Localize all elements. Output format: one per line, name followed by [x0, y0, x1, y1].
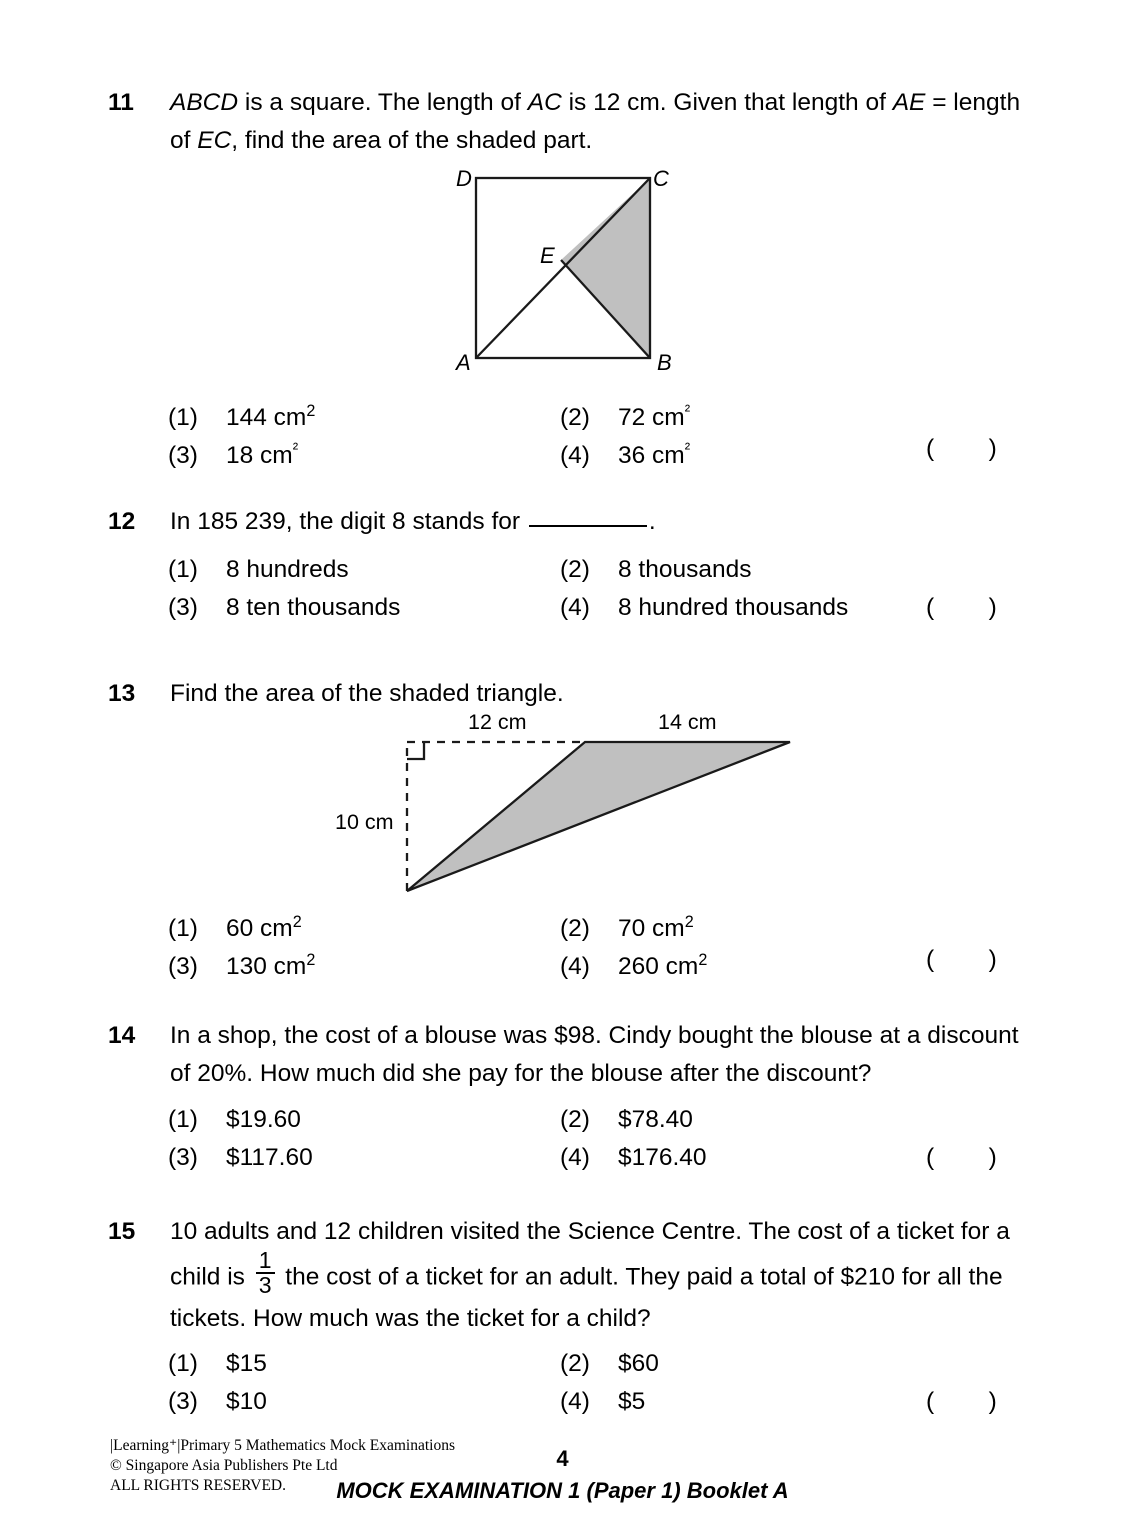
option-superscript: 2: [684, 913, 694, 931]
question-14: [108, 1017, 1028, 1093]
q12-text-prefix: In 185 239, the digit 8 stands for: [170, 508, 527, 535]
question-text-line: ABCD is a square. The length of AC is 12 cm. Given that length of AE = length: [170, 89, 1021, 116]
q12-options: [168, 551, 1038, 627]
q15-option-1[interactable]: [168, 1345, 267, 1383]
shaded-triangle: [407, 742, 790, 891]
square-diagram-svg: [440, 162, 710, 377]
dimension-label-14cm: 14 cm: [658, 710, 717, 734]
option-value: 8 hundreds: [226, 556, 349, 583]
option-tag: (1): [168, 1106, 198, 1133]
option-tag: (1): [168, 404, 198, 432]
option-value: 18 cm: [226, 442, 293, 470]
fill-blank: [529, 525, 647, 527]
vertex-label-d: D: [456, 166, 472, 191]
q14-option-2[interactable]: [560, 1101, 693, 1139]
option-value: $176.40: [618, 1144, 707, 1171]
option-value: 260 cm: [618, 953, 699, 981]
option-value: $60: [618, 1350, 659, 1377]
option-tag: (3): [168, 1144, 198, 1171]
question-text: [170, 675, 1028, 713]
option-tag: (3): [168, 1388, 198, 1415]
q13-option-4[interactable]: [560, 941, 707, 986]
q12-text-suffix: .: [648, 508, 656, 535]
q14-options: [168, 1101, 1038, 1177]
option-tag: (2): [560, 556, 590, 583]
option-tag: (4): [560, 442, 590, 470]
option-tag: (3): [168, 442, 198, 470]
option-tag: (3): [168, 594, 198, 621]
option-value: $78.40: [618, 1106, 693, 1133]
q11-term-ec: EC: [197, 127, 232, 154]
vertex-label-a: A: [456, 350, 471, 375]
question-text-line: of 20%. How much did she pay for the blouse after the discount?: [170, 1060, 872, 1087]
q13-answer-bracket[interactable]: ( ): [926, 946, 997, 973]
question-number: 14: [108, 1022, 136, 1049]
vertex-label-b: B: [657, 350, 672, 375]
option-tag: (4): [560, 1144, 590, 1171]
option-value: $10: [226, 1388, 267, 1415]
option-row: [168, 589, 1038, 627]
option-row: [168, 1345, 1038, 1383]
option-superscript: ²: [684, 402, 691, 420]
question-text-line: of EC, find the area of the shaded part.: [170, 127, 593, 154]
question-text-line: In a shop, the cost of a blouse was $98. Cindy bought the blouse at a discount: [170, 1022, 1019, 1049]
q13-triangle-diagram: [320, 712, 820, 902]
footer-line-publication: |Learning⁺|Primary 5 Mathematics Mock Examinations: [110, 1437, 455, 1454]
option-row: [168, 1101, 1038, 1139]
q13-options: [168, 903, 1038, 979]
footer-line-rights: ALL RIGHTS RESERVED.: [110, 1477, 287, 1494]
option-value: $5: [618, 1388, 646, 1415]
option-value: 144 cm: [226, 404, 307, 432]
option-tag: (1): [168, 1350, 198, 1377]
option-superscript: ²: [292, 440, 299, 458]
option-value: 72 cm: [618, 404, 685, 432]
option-value: 8 hundred thousands: [618, 594, 849, 621]
option-tag: (2): [560, 1106, 590, 1133]
q15-option-4[interactable]: [560, 1383, 645, 1421]
option-tag: (1): [168, 915, 198, 943]
fraction-numerator: 1: [258, 1247, 272, 1273]
option-tag: (2): [560, 915, 590, 943]
option-value: $117.60: [226, 1144, 313, 1171]
fraction-denominator: 3: [256, 1272, 275, 1297]
fraction-one-third: [256, 1249, 275, 1298]
option-value: 60 cm: [226, 915, 293, 943]
question-number: 15: [108, 1218, 136, 1245]
q14-answer-bracket[interactable]: ( ): [926, 1144, 997, 1171]
option-row: [168, 430, 1038, 468]
option-tag: (2): [560, 1350, 590, 1377]
option-row: [168, 551, 1038, 589]
question-text-line: tickets. How much was the ticket for a child?: [170, 1304, 651, 1332]
q15-option-2[interactable]: [560, 1345, 659, 1383]
option-row: [168, 1139, 1038, 1177]
option-value: 70 cm: [618, 915, 685, 943]
option-value: 130 cm: [226, 953, 307, 981]
q11-answer-bracket[interactable]: ( ): [926, 435, 997, 462]
question-15: [108, 1213, 1028, 1338]
option-value: $19.60: [226, 1106, 301, 1133]
option-superscript: 2: [292, 913, 302, 931]
q11-term-ac: AC: [527, 89, 562, 116]
page-footer: [0, 1436, 1125, 1536]
question-text-line: [170, 1247, 1028, 1300]
option-value: 36 cm: [618, 442, 685, 470]
option-superscript: 2: [306, 402, 316, 420]
q15-text-before-fraction: child is: [170, 1263, 252, 1291]
option-row: [168, 903, 1038, 941]
q13-option-3[interactable]: [168, 941, 315, 986]
q12-option-4[interactable]: [560, 589, 848, 627]
option-row: [168, 941, 1038, 979]
question-text-line: Find the area of the shaded triangle.: [170, 680, 564, 707]
q12-option-3[interactable]: [168, 589, 400, 627]
q12-option-2[interactable]: [560, 551, 752, 589]
q15-option-3[interactable]: [168, 1383, 267, 1421]
question-text: [170, 503, 1028, 541]
q15-answer-bracket[interactable]: ( ): [926, 1388, 997, 1415]
option-tag: (4): [560, 1388, 590, 1415]
shaded-triangle-ecb: [561, 178, 650, 358]
q15-options: [168, 1345, 1038, 1421]
q11-option-3[interactable]: [168, 430, 298, 475]
option-row: [168, 392, 1038, 430]
option-tag: (1): [168, 556, 198, 583]
triangle-diagram-svg: [320, 712, 820, 902]
question-12: [108, 503, 1028, 541]
option-row: [168, 1383, 1038, 1421]
option-tag: (4): [560, 953, 590, 981]
q11-term-abcd: ABCD: [170, 89, 239, 116]
vertex-label-e: E: [540, 243, 555, 268]
footer-line-publisher: © Singapore Asia Publishers Pte Ltd: [110, 1457, 338, 1474]
q14-option-1[interactable]: [168, 1101, 301, 1139]
question-13: [108, 675, 1028, 713]
q12-answer-bracket[interactable]: ( ): [926, 594, 997, 621]
right-angle-marker: [407, 742, 424, 759]
option-tag: (2): [560, 404, 590, 432]
option-tag: (3): [168, 953, 198, 981]
question-text-line: [170, 503, 1028, 541]
q11-term-ae: AE: [892, 89, 926, 116]
q11-square-diagram: [440, 162, 710, 377]
q12-option-1[interactable]: [168, 551, 349, 589]
question-number: 12: [108, 508, 136, 535]
dimension-label-10cm: 10 cm: [335, 810, 394, 834]
q11-options: [168, 392, 1038, 468]
question-text-line: 10 adults and 12 children visited the Science Centre. The cost of a ticket for a: [170, 1218, 1010, 1245]
question-number: 11: [108, 89, 134, 116]
option-superscript: 2: [306, 951, 316, 969]
question-number: 13: [108, 680, 136, 707]
option-value: 8 ten thousands: [226, 594, 401, 621]
question-text: [170, 84, 1028, 160]
q14-option-3[interactable]: [168, 1139, 313, 1177]
page-number: 4: [556, 1446, 569, 1471]
question-11: [108, 84, 1028, 160]
option-value: $15: [226, 1350, 267, 1377]
option-superscript: 2: [698, 951, 708, 969]
option-value: 8 thousands: [618, 556, 752, 583]
dimension-label-12cm: 12 cm: [468, 710, 527, 734]
option-tag: (4): [560, 594, 590, 621]
exam-title: MOCK EXAMINATION 1 (Paper 1) Booklet A: [336, 1478, 789, 1503]
q11-option-4[interactable]: [560, 430, 690, 475]
question-text: [170, 1213, 1028, 1338]
option-superscript: ²: [684, 440, 691, 458]
q14-option-4[interactable]: [560, 1139, 707, 1177]
question-text: [170, 1017, 1028, 1093]
q15-text-after-fraction: the cost of a ticket for an adult. They paid a total of $210 for all the: [278, 1263, 1003, 1291]
vertex-label-c: C: [653, 166, 669, 191]
